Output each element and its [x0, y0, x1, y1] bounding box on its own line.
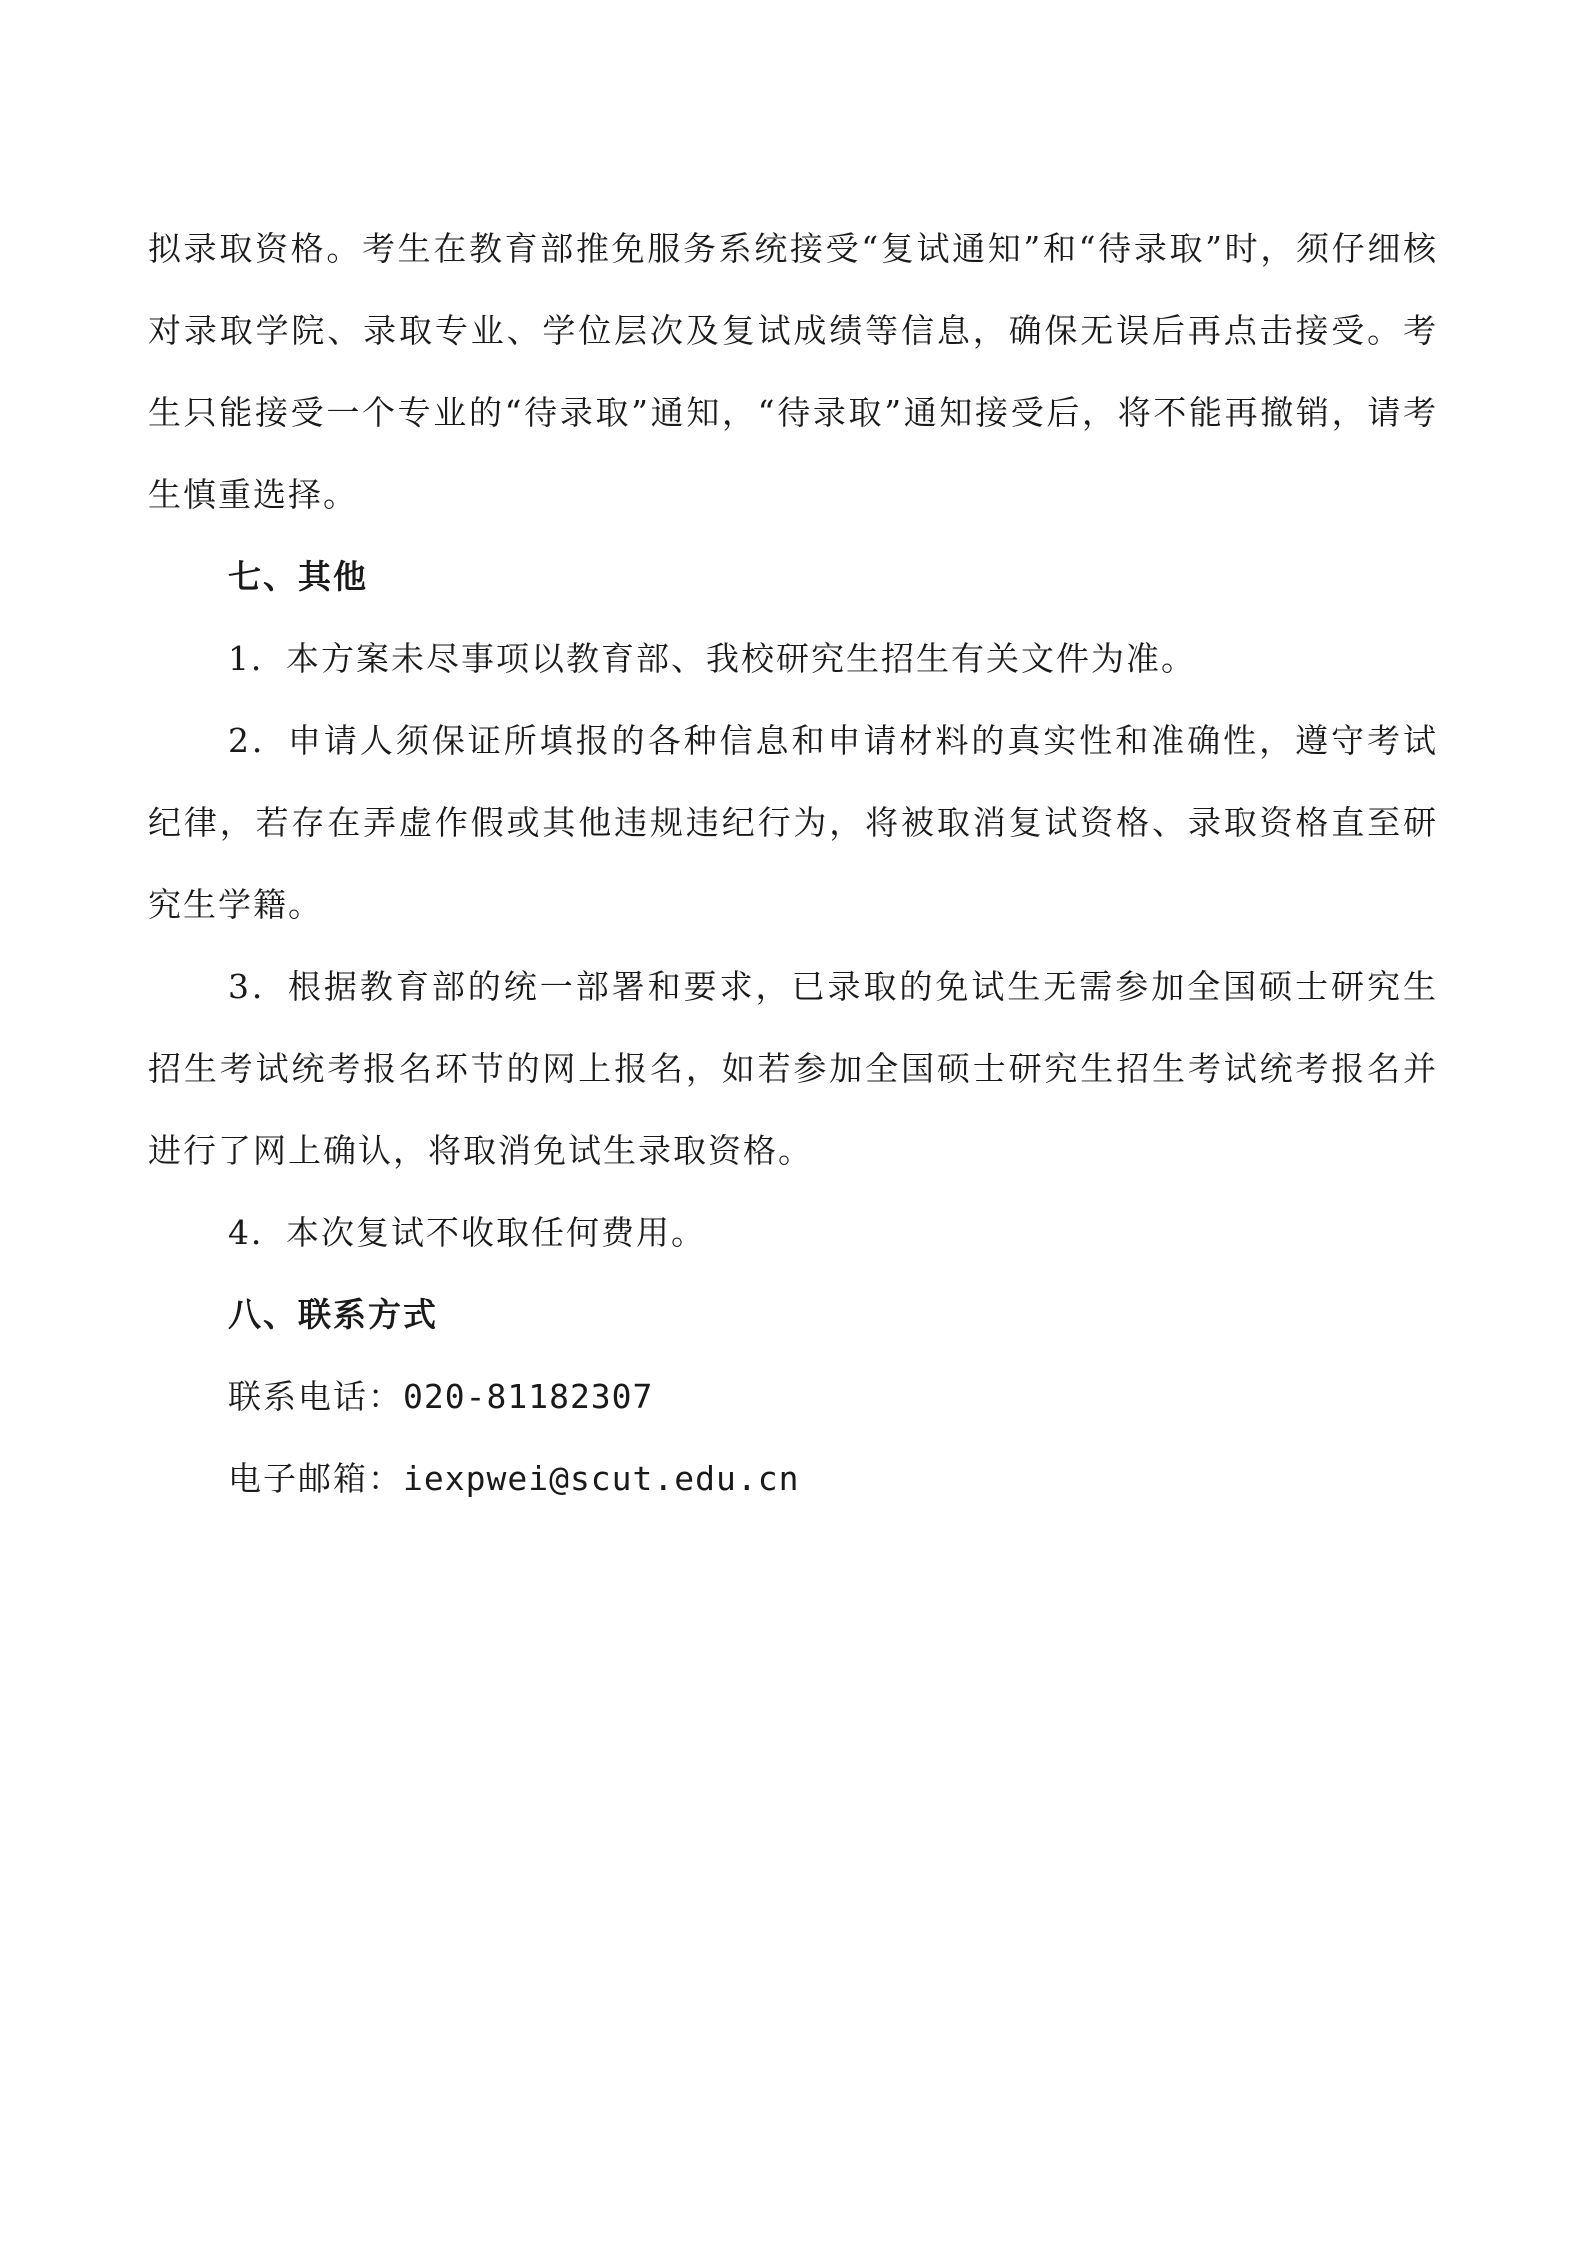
phone-label: 联系电话：: [228, 1377, 403, 1416]
section-eight: [148, 1274, 1438, 1520]
email-value: iexpwei@scut.edu.cn: [403, 1459, 800, 1498]
list-item: 4．本次复试不收取任何费用。: [228, 1213, 706, 1252]
contact-email: [148, 1438, 1438, 1520]
section-eight-heading: 八、联系方式: [228, 1295, 438, 1334]
section-seven-heading: 七、其他: [228, 557, 368, 596]
list-item: 2．申请人须保证所填报的各种信息和申请材料的真实性和准确性，遵守考试纪律，若存在弄虚作假或其他违规违纪行为，将被取消复试资格、录取资格直至研究生学籍。: [148, 721, 1438, 924]
phone-value: 020-81182307: [403, 1377, 654, 1416]
contact-phone: [148, 1356, 1438, 1438]
email-label: 电子邮箱：: [228, 1459, 403, 1498]
intro-paragraph: 拟录取资格。考生在教育部推免服务系统接受“复试通知”和“待录取”时，须仔细核对录取学院、录取专业、学位层次及复试成绩等信息，确保无误后再点击接受。考生只能接受一个专业的“待录取”通知，“待录取”通知接受后，将不能再撤销，请考生慎重选择。: [148, 229, 1438, 514]
list-item: 1．本方案未尽事项以教育部、我校研究生招生有关文件为准。: [228, 639, 1196, 678]
document-page: [148, 208, 1438, 1520]
section-seven: [148, 536, 1438, 1274]
list-item: 3．根据教育部的统一部署和要求，已录取的免试生无需参加全国硕士研究生招生考试统考报名环节的网上报名，如若参加全国硕士研究生招生考试统考报名并进行了网上确认，将取消免试生录取资格。: [148, 967, 1438, 1170]
